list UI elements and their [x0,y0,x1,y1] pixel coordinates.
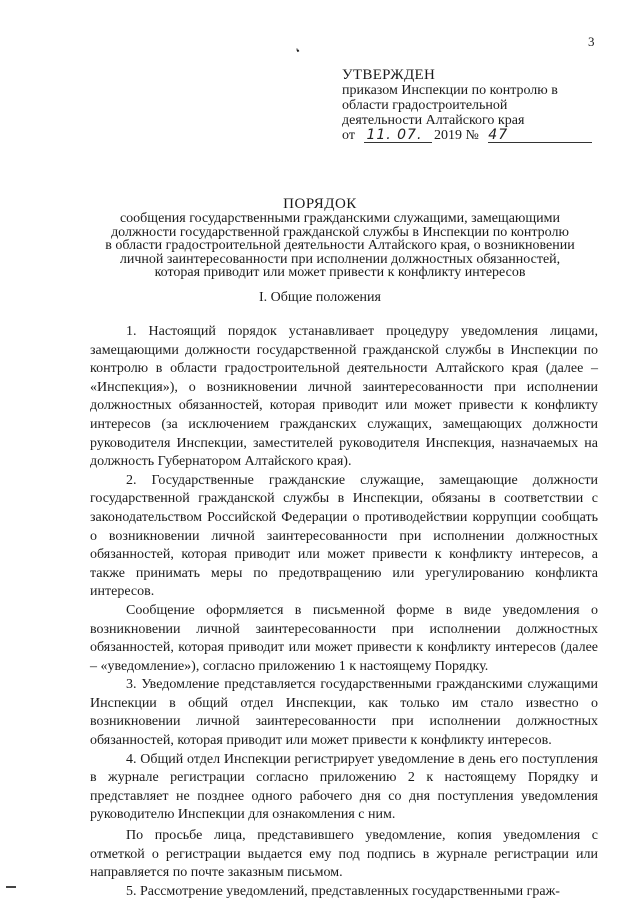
approval-date-line [342,128,602,143]
scan-edge-mark [6,886,16,888]
stray-mark: ❛ [294,46,304,60]
paragraph: 2. Государственные гражданские служащие, замещающие должности государственной гражданской службы в Инспекции, обязаны в соответствии с законодательством Российской Федерации о противодействии коррупции сообщать о возникновении личной заинтересованности при исполнении должностных обязанностей, которая приводит или может привести к конфликту интересов, а также принимать меры по предотвращению или урегулированию конфликта интересов. [90,472,598,600]
date-underline [364,142,432,143]
approval-line: деятельности Алтайского края [342,113,525,128]
approval-title: УТВЕРЖДЕН [342,67,436,83]
date-prefix: от [342,128,355,143]
handwritten-date: 11. 07. [366,127,423,143]
document-subtitle [60,212,620,280]
handwritten-order-number: 47 [488,127,509,143]
paragraph: 4. Общий отдел Инспекции регистрирует уведомление в день его поступления в журнале регистрации согласно приложению 2 к настоящему Порядку и представляет не позднее одного рабочего дня со дня поступления уведомления руководителю Инспекции для ознакомления с ним. [90,751,598,823]
subtitle-line: в области градостроительной деятельности Алтайского края, о возникновении [105,238,575,254]
document-body [90,323,598,901]
document-title: ПОРЯДОК [283,196,357,212]
paragraph: 5. Рассмотрение уведомлений, представленных государственными граж- [126,883,560,899]
number-underline [488,142,592,143]
paragraph: 1. Настоящий порядок устанавливает процедуру уведомления лицами, замещающими должности государственной гражданской службы в Инспекции по контролю в области градостроительной деятельности Алтайского края (далее – «Инспекция»), о возникновении личной заинтересованности при исполнении должностных обязанностей, которая приводит или может привести к конфликту интересов (за исключением гражданских служащих, замещающих должности руководителя Инспекции, заместителей руководителя Инспекция, назначаемых на должность Губернатором Алтайского края). [90,324,598,470]
approval-stamp [342,68,602,143]
paragraph: По просьбе лица, представившего уведомление, копия уведомления с отметкой о регистрации выдается ему под подпись в журнале регистрации или направляется по почте заказным письмом. [90,828,598,881]
page-number: 3 [588,34,595,49]
approval-line: приказом Инспекции по контролю в [342,83,558,98]
subtitle-line: сообщения государственными гражданскими служащими, замещающими [119,211,561,226]
paragraph: Сообщение оформляется в письменной форме в виде уведомления о возникновении личной заинтересованности при исполнении должностных обязанностей, которая приводит или может привести к конфликту интересов (далее – «уведомление»), согласно приложению 1 к настоящему Порядку. [90,602,598,674]
subtitle-line: личной заинтересованности при исполнении должностных обязанностей, [119,251,561,267]
subtitle-line: которая приводит или может привести к конфликту интересов [154,265,526,281]
approval-line: области градостроительной [342,98,508,113]
subtitle-line: должности государственной гражданской службы в Инспекции по контролю [111,224,569,240]
paragraph: 3. Уведомление представляется государственными гражданскими служащими Инспекции в общий отдел Инспекции, как только им стало известно о возникновении личной заинтересованности при исполнении должностных обязанностей, которая приводит или может привести к конфликту интересов. [90,677,598,749]
section-heading: I. Общие положения [259,290,381,305]
date-year: 2019 № [433,128,479,143]
